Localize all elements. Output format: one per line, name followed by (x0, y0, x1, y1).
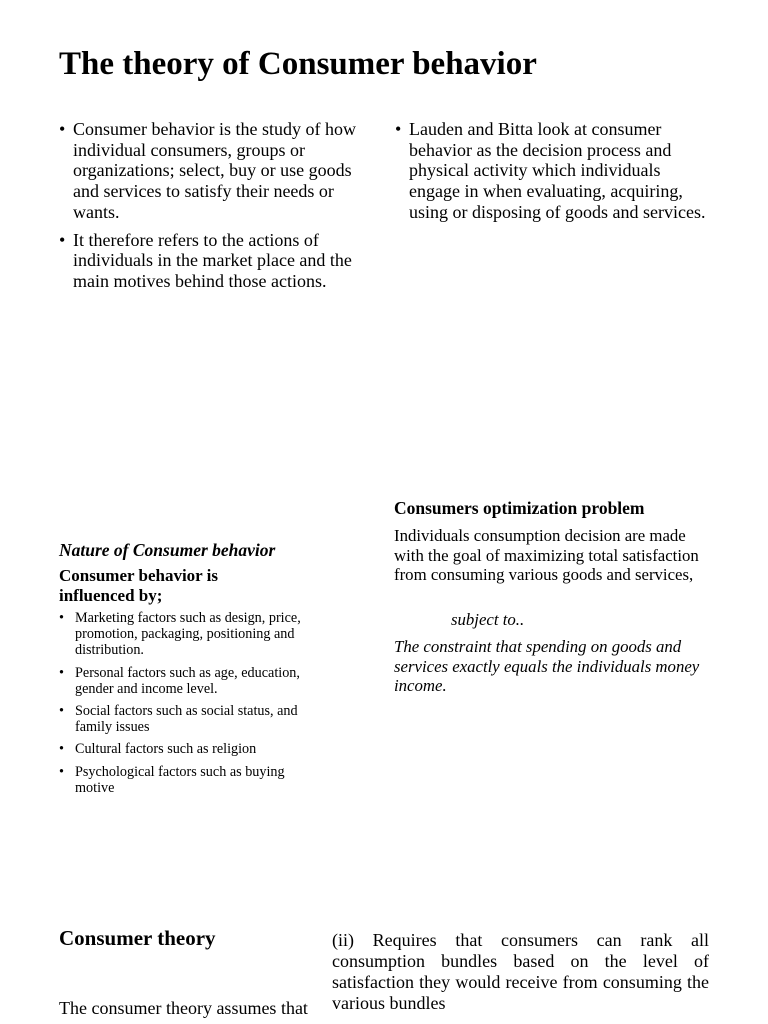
list-item: • Marketing factors such as design, price, promotion, packaging, positioning and distribution. (59, 610, 309, 659)
lauden-bitta-bullet-list (395, 119, 710, 230)
optimization-text: Individuals consumption decision are made with the goal of maximizing total satisfaction from consuming various goods and services, (394, 526, 699, 585)
list-item: • Psychological factors such as buying motive (59, 764, 309, 796)
influenced-heading: Consumer behavior is influenced by; (59, 566, 219, 605)
list-item: • Lauden and Bitta look at consumer behavior as the decision process and physical activity which individuals engage in when evaluating, acquiring, using or disposing of goods and services. (395, 119, 710, 223)
definition-bullet-list (59, 119, 375, 299)
point-ii-text: (ii) Requires that consumers can rank all consumption bundles based on the level of satisfaction they would receive from consuming the various bundles (332, 930, 709, 1013)
optimization-heading: Consumers optimization problem (394, 498, 645, 518)
list-item: • Consumer behavior is the study of how individual consumers, groups or organizations; select, buy or use goods and services to satisfy their needs or wants. (59, 119, 375, 223)
nature-heading: Nature of Consumer behavior (59, 540, 276, 560)
consumer-theory-intro: The consumer theory assumes that (59, 998, 308, 1018)
consumer-theory-heading: Consumer theory (59, 926, 216, 950)
subject-to-text: subject to.. (451, 610, 525, 629)
factors-list (59, 610, 309, 802)
list-item: • Personal factors such as age, education, gender and income level. (59, 665, 309, 697)
list-item: • It therefore refers to the actions of individuals in the market place and the main motives behind those actions. (59, 230, 375, 292)
list-item: • Social factors such as social status, and family issues (59, 703, 309, 735)
list-item: • Cultural factors such as religion (59, 741, 309, 757)
page-title: The theory of Consumer behavior (59, 46, 537, 82)
constraint-text: The constraint that spending on goods and services exactly equals the individuals money income. (394, 637, 700, 696)
